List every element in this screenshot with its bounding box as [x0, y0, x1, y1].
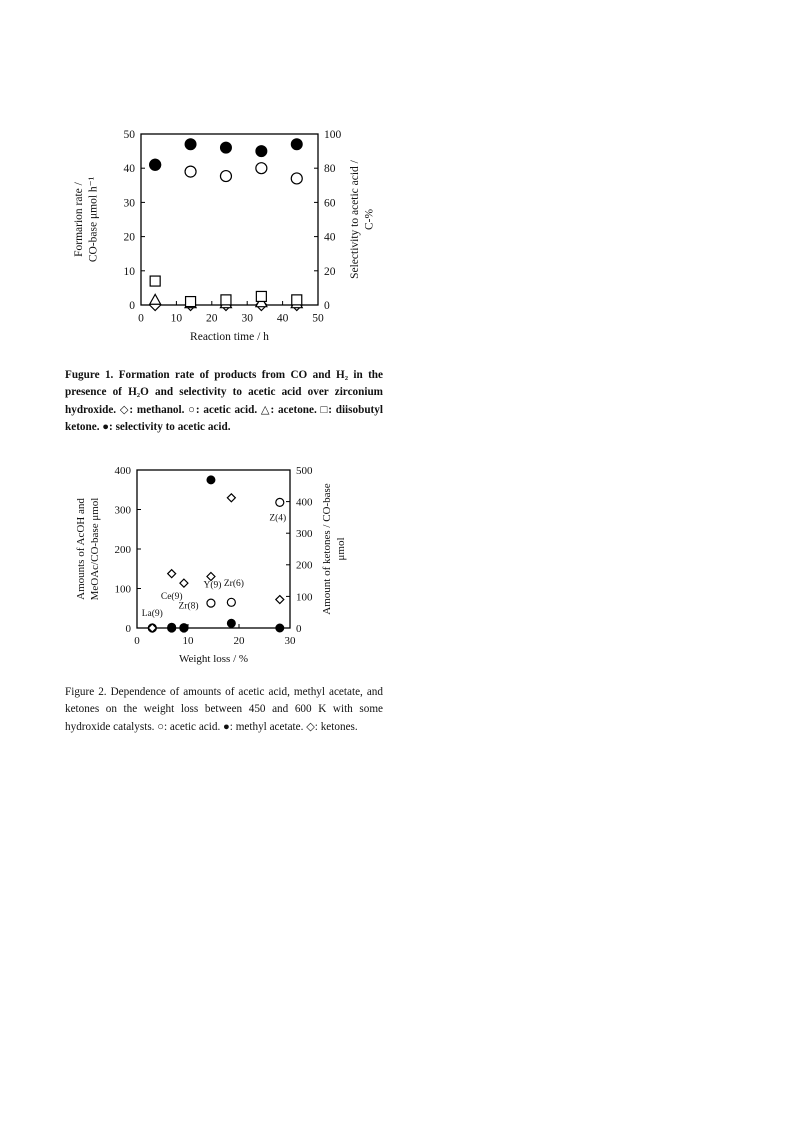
- fig1-y-left-tick-label: 0: [129, 300, 135, 313]
- fig2-x-axis-label: Weight loss / %: [178, 653, 249, 665]
- figure2-caption-text: Figure 2. Dependence of amounts of acetic acid, methyl acetate, and ketones on the weight loss between 450 and 600 K with some hydroxide catalysts. ○: acetic acid. ●: methyl acetate. ◇: ketones.: [65, 686, 383, 733]
- fig1-y-right-tick-label: 60: [324, 197, 336, 210]
- fig2-y-right-axis-label: μmol: [335, 537, 347, 561]
- fig1-series-diisobutyl-ketone-point: [221, 295, 231, 305]
- fig2-series-acetic-acid: [148, 498, 283, 632]
- fig1-series-acetic-acid-point: [185, 166, 196, 177]
- fig1-plot-frame: [141, 134, 318, 305]
- fig2-series-acetic-acid-point: [207, 599, 215, 607]
- fig1-x-tick-label: 50: [312, 312, 324, 325]
- fig1-y-right-tick-label: 0: [324, 300, 330, 313]
- fig1-y-left-axis-label: Formarion rate /: [73, 182, 85, 257]
- fig1-series-diisobutyl-ketone-point: [292, 295, 302, 305]
- fig1-series-diisobutyl-ketone-point: [256, 291, 266, 301]
- fig2-y-left-axis-label: Amounts of AcOH and: [75, 498, 87, 600]
- fig1-y-right-tick-label: 100: [324, 129, 342, 142]
- fig1-series-acetic-acid: [150, 159, 303, 184]
- fig2-y-left-tick-label: 100: [114, 583, 131, 596]
- fig2-series-ketones: [148, 494, 283, 632]
- fig2-chart: [75, 465, 347, 665]
- figure1-caption: [65, 367, 383, 437]
- fig2-y-left-tick-label: 0: [125, 622, 131, 635]
- fig2-series-ketones-point: [168, 570, 176, 578]
- fig2-point-annotation: Zr(8): [178, 601, 199, 612]
- fig1-y-left-axis-label: CO-base μmol h⁻¹: [87, 176, 100, 263]
- fig1-x-tick-label: 20: [206, 312, 218, 325]
- fig1-series-selectivity-to-acetic-acid-point: [150, 159, 161, 170]
- fig1-series-diisobutyl-ketone-point: [150, 276, 160, 286]
- fig2-series-methyl-acetate-point: [180, 624, 188, 632]
- fig2-y-right-tick-label: 300: [296, 528, 313, 541]
- fig1-x-tick-label: 0: [138, 312, 144, 325]
- fig1-series-acetic-acid-point: [220, 171, 231, 182]
- fig2-x-tick-label: 30: [284, 635, 296, 647]
- fig1-x-tick-label: 10: [170, 312, 183, 325]
- fig1-series-diisobutyl-ketone-point: [186, 297, 196, 307]
- fig2-series-ketones-point: [227, 494, 235, 502]
- fig1-y-left-tick-label: 50: [123, 129, 135, 142]
- fig2-y-right-tick-label: 200: [296, 559, 313, 572]
- figure1-caption-text: Fugure 1. Formation rate of products from CO and H₂ in the presence of H₂O and selectivity to acetic acid over zirconium hydroxide. ◇: methanol. ○: acetic acid. △: acetone. □: diisobutyl ketone. ●: selectivity to acetic acid.: [65, 369, 383, 434]
- fig2-series-acetic-acid-point: [276, 498, 284, 506]
- fig1-series-acetic-acid-point: [256, 163, 267, 174]
- fig2-series-methyl-acetate-point: [168, 623, 176, 631]
- fig1-y-left-tick-label: 40: [123, 163, 135, 176]
- fig1-y-right-tick-label: 20: [324, 265, 336, 278]
- fig2-series-methyl-acetate-point: [276, 624, 284, 632]
- fig2-y-left-tick-label: 300: [114, 504, 131, 517]
- fig1-series-selectivity-to-acetic-acid-point: [291, 139, 302, 150]
- fig1-y-right-tick-label: 40: [324, 231, 336, 244]
- fig2-y-right-tick-label: 400: [296, 496, 313, 509]
- fig1-y-right-tick-label: 80: [324, 163, 336, 176]
- fig1-series-acetic-acid-point: [291, 173, 302, 184]
- fig2-y-left-tick-label: 400: [114, 464, 131, 477]
- fig1-x-tick-label: 30: [241, 312, 253, 325]
- fig2-point-annotation: Z(4): [269, 513, 287, 524]
- fig1-chart: [73, 129, 376, 343]
- fig1-series-selectivity-to-acetic-acid-point: [185, 139, 196, 150]
- fig2-series-methyl-acetate-point: [227, 619, 235, 627]
- fig2-series-methyl-acetate: [148, 476, 283, 632]
- fig1-x-tick-label: 40: [276, 312, 289, 325]
- fig1-y-right-axis-label: C-%: [363, 208, 376, 231]
- fig2-x-tick-label: 10: [182, 635, 194, 647]
- fig2-point-annotation: Y(9): [203, 580, 222, 591]
- fig1-series-selectivity-to-acetic-acid-point: [256, 146, 267, 157]
- fig2-series-methyl-acetate-point: [207, 476, 215, 484]
- fig2-y-right-axis-label: Amount of ketones / CO-base: [321, 483, 333, 615]
- fig1-series-diisobutyl-ketone: [150, 276, 302, 307]
- fig2-y-right-tick-label: 500: [296, 464, 313, 477]
- fig1-series-selectivity-to-acetic-acid-point: [220, 142, 231, 153]
- fig1-y-right-axis-label: Selectivity to acetic acid /: [349, 160, 361, 279]
- fig2-y-right-tick-label: 100: [296, 591, 313, 604]
- fig2-series-acetic-acid-point: [227, 598, 235, 606]
- fig1-y-left-tick-label: 20: [123, 231, 135, 244]
- fig1-series-selectivity-to-acetic-acid: [150, 139, 303, 171]
- fig2-y-left-axis-label: MeOAc/CO-base μmol: [89, 497, 101, 601]
- fig1-series-acetone-point: [150, 294, 161, 304]
- fig2-series-ketones-point: [207, 572, 215, 580]
- fig2-point-annotation: Zr(6): [223, 579, 244, 590]
- fig2-y-right-tick-label: 0: [296, 622, 302, 635]
- fig2-point-annotation: La(9): [141, 609, 163, 620]
- fig2-series-ketones-point: [180, 579, 188, 587]
- fig1-x-axis-label: Reaction time / h: [190, 331, 269, 343]
- fig2-series-ketones-point: [276, 596, 284, 604]
- fig2-x-tick-label: 20: [233, 635, 245, 647]
- fig2-point-annotation: Ce(9): [160, 592, 183, 603]
- fig1-y-left-tick-label: 10: [123, 265, 135, 278]
- fig2-x-tick-label: 0: [134, 635, 140, 647]
- figure2-caption: [65, 684, 383, 736]
- fig1-y-left-tick-label: 30: [123, 197, 135, 210]
- fig2-y-left-tick-label: 200: [114, 543, 131, 556]
